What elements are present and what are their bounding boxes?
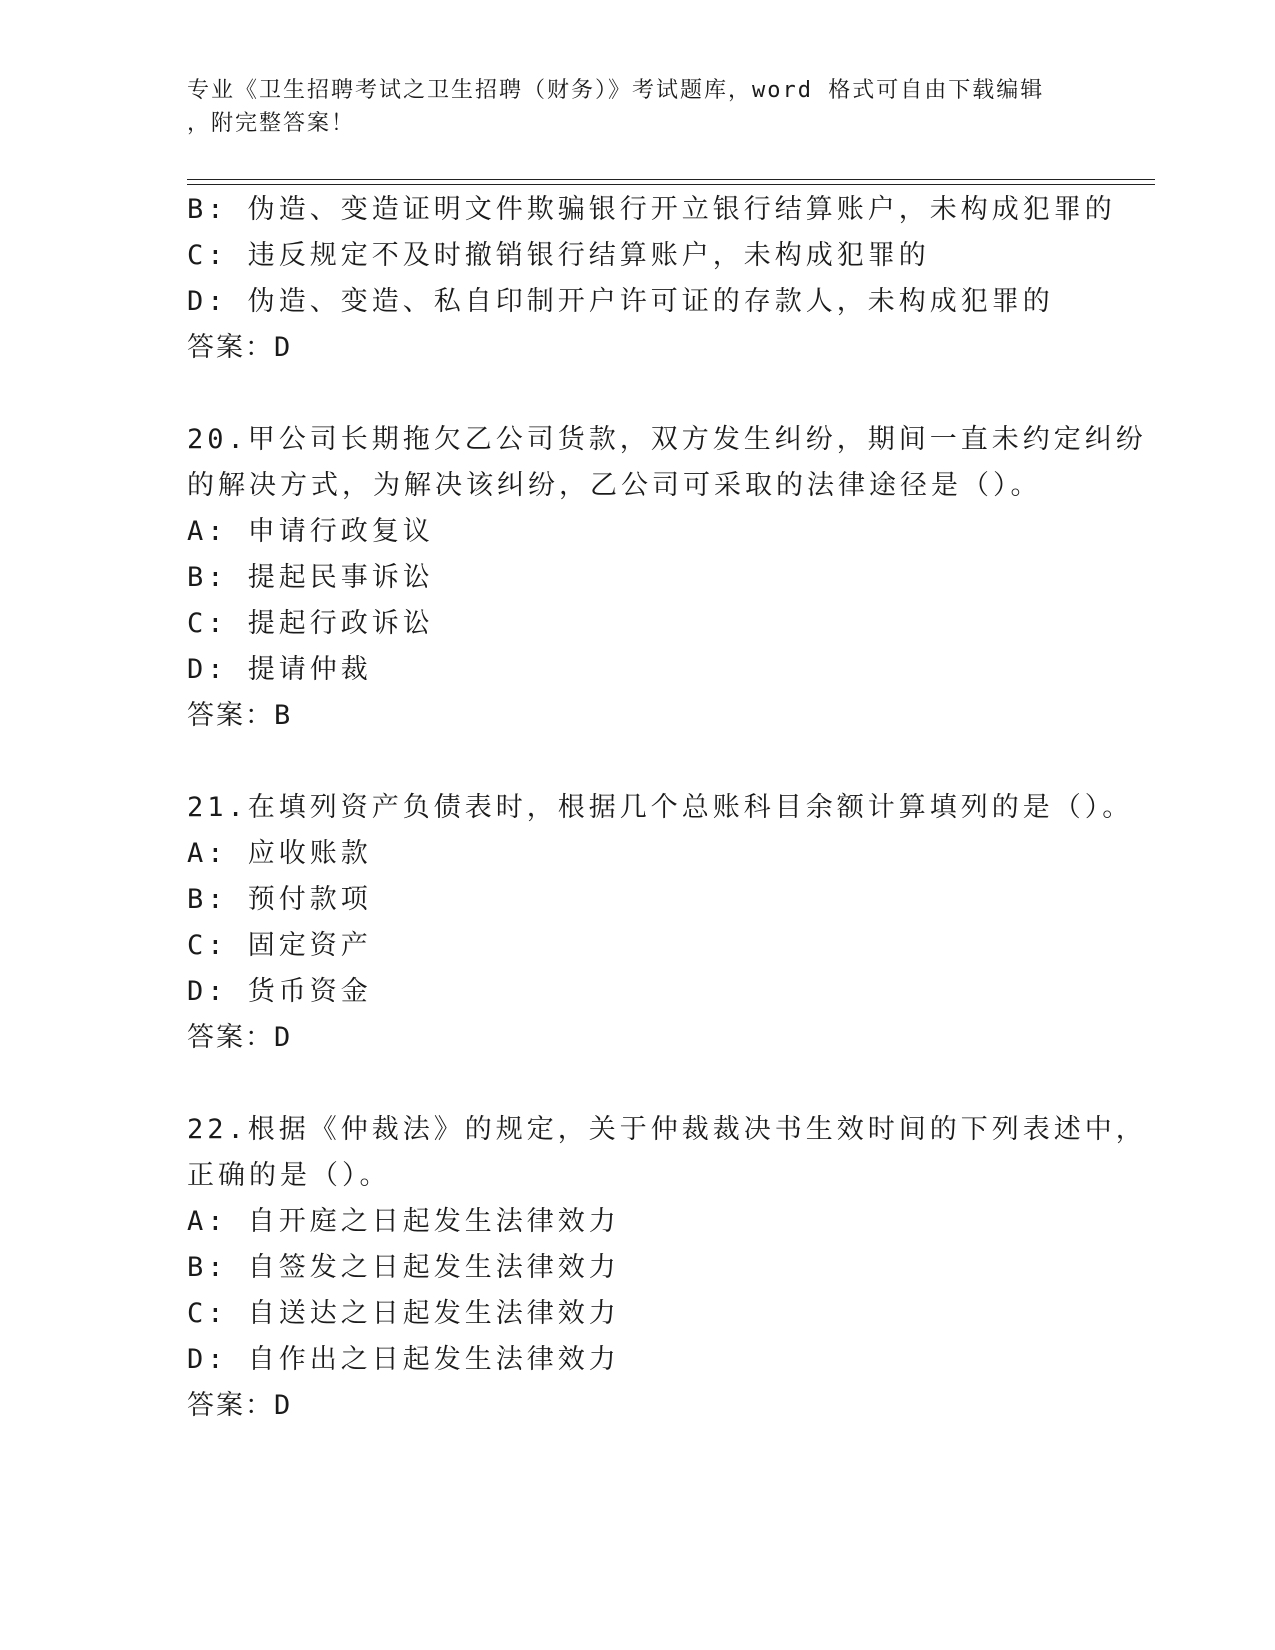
option-c: C: 违反规定不及时撤销银行结算账户，未构成犯罪的: [187, 240, 930, 271]
option-a: A: 申请行政复议: [187, 516, 434, 547]
question-19-tail: [187, 187, 1147, 371]
option-c: C: 提起行政诉讼: [187, 608, 434, 639]
option-c: C: 固定资产: [187, 930, 372, 961]
question-stem-line-1: 20.甲公司长期拖欠乙公司货款，双方发生纠纷，期间一直未约定纠纷: [187, 424, 1147, 455]
option-d: D: 伪造、变造、私自印制开户许可证的存款人，未构成犯罪的: [187, 286, 1054, 317]
option-b: B: 伪造、变造证明文件欺骗银行开立银行结算账户，未构成犯罪的: [187, 194, 1116, 225]
option-d: D: 货币资金: [187, 976, 372, 1007]
header-divider-top: [187, 179, 1155, 180]
spacer: [187, 371, 1147, 417]
option-d: D: 提请仲裁: [187, 654, 372, 685]
answer-value: B: [274, 700, 293, 731]
header-line-2: ，附完整答案！: [187, 111, 356, 136]
question-21: [187, 785, 1147, 1061]
answer-label: 答案：: [187, 700, 274, 731]
header-divider-bottom: [187, 184, 1155, 185]
option-a: A: 自开庭之日起发生法律效力: [187, 1206, 620, 1237]
question-stem-line-1: 21.在填列资产负债表时，根据几个总账科目余额计算填列的是（）。: [187, 792, 1134, 823]
document-header: [187, 74, 1087, 140]
answer-label: 答案：: [187, 1022, 274, 1053]
option-b: B: 提起民事诉讼: [187, 562, 434, 593]
answer-line: [187, 1383, 1147, 1429]
question-stem-line-1: 22.根据《仲裁法》的规定，关于仲裁裁决书生效时间的下列表述中，: [187, 1114, 1147, 1145]
answer-value: D: [274, 332, 293, 363]
answer-label: 答案：: [187, 1390, 274, 1421]
option-b: B: 预付款项: [187, 884, 372, 915]
question-stem-line-2: 正确的是（）。: [187, 1160, 391, 1191]
answer-line: [187, 693, 1147, 739]
answer-label: 答案：: [187, 332, 274, 363]
option-b: B: 自签发之日起发生法律效力: [187, 1252, 620, 1283]
answer-value: D: [274, 1022, 293, 1053]
question-stem-line-2: 的解决方式，为解决该纠纷，乙公司可采取的法律途径是（）。: [187, 470, 1042, 501]
header-line-1: 专业《卫生招聘考试之卫生招聘（财务）》考试题库，word 格式可自由下载编辑: [187, 78, 1045, 103]
question-20: [187, 417, 1147, 739]
option-c: C: 自送达之日起发生法律效力: [187, 1298, 620, 1329]
answer-line: [187, 325, 1147, 371]
question-content: [187, 187, 1147, 1429]
spacer: [187, 739, 1147, 785]
answer-value: D: [274, 1390, 293, 1421]
question-22: [187, 1107, 1147, 1429]
option-a: A: 应收账款: [187, 838, 372, 869]
option-d: D: 自作出之日起发生法律效力: [187, 1344, 620, 1375]
answer-line: [187, 1015, 1147, 1061]
spacer: [187, 1061, 1147, 1107]
